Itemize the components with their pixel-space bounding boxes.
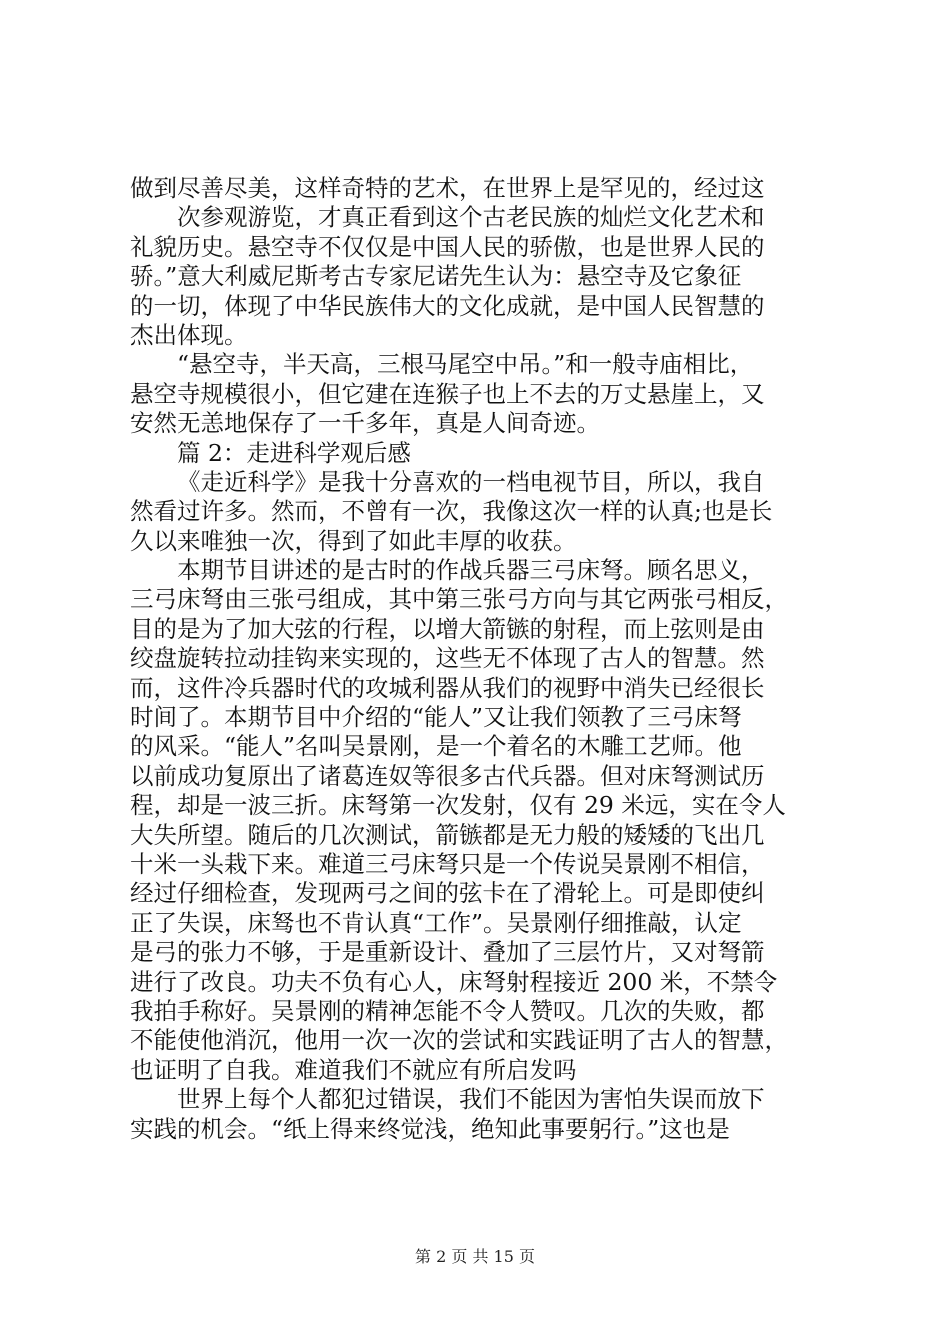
text-line: 我拍手称好。吴景刚的精神怎能不令人赞叹。几次的失败，都 [130,996,765,1025]
text-line: 悬空寺规模很小，但它建在连猴子也上不去的万丈悬崖上，又 [130,379,765,408]
text-line: 十米一头栽下来。难道三弓床弩只是一个传说吴景刚不相信， [130,849,765,878]
text-line: 程，却是一波三折。床弩第一次发射，仅有 29 米远，实在令人 [130,791,786,820]
text-line: 是弓的张力不够，于是重新设计、叠加了三层竹片，又对弩箭 [130,938,765,967]
text-line: 篇 2：走进科学观后感 [177,438,411,467]
text-line: 进行了改良。功夫不负有心人，床弩射程接近 200 米，不禁令 [130,967,778,996]
text-line: 世界上每个人都犯过错误，我们不能因为害怕失误而放下 [177,1085,765,1114]
text-line: 不能使他消沉，他用一次一次的尝试和实践证明了古人的智慧， [130,1026,788,1055]
text-line: 实践的机会。“纸上得来终觉浅，绝知此事要躬行。”这也是 [130,1114,730,1143]
text-line: 三弓床弩由三张弓组成，其中第三张弓方向与其它两张弓相反， [130,585,788,614]
text-line: 然看过许多。然而，不曾有一次，我像这次一样的认真;也是长 [130,497,773,526]
text-line: 时间了。本期节目中介绍的“能人”又让我们领教了三弓床弩 [130,703,742,732]
text-line: 大失所望。随后的几次测试，箭镞都是无力般的矮矮的飞出几 [130,820,765,849]
text-line: 绞盘旋转拉动挂钩来实现的，这些无不体现了古人的智慧。然 [130,644,765,673]
text-line: 经过仔细检查，发现两弓之间的弦卡在了滑轮上。可是即使纠 [130,879,765,908]
text-line: 《走近科学》是我十分喜欢的一档电视节目，所以，我自 [177,467,765,496]
text-line: 次参观游览，才真正看到这个古老民族的灿烂文化艺术和 [177,203,765,232]
text-line: 而，这件冷兵器时代的攻城利器从我们的视野中消失已经很长 [130,673,765,702]
text-line: 本期节目讲述的是古时的作战兵器三弓床弩。顾名思义， [177,556,765,585]
text-line: 安然无恙地保存了一千多年，真是人间奇迹。 [130,409,600,438]
text-line: 做到尽善尽美，这样奇特的艺术，在世界上是罕见的，经过这 [130,174,765,202]
text-line: 的一切，体现了中华民族伟大的文化成就，是中国人民智慧的 [130,291,765,320]
text-line: 目的是为了加大弦的行程，以增大箭镞的射程，而上弦则是由 [130,614,765,643]
text-line: “悬空寺，半天高，三根马尾空中吊。”和一般寺庙相比， [177,350,754,379]
text-line: 也证明了自我。难道我们不就应有所启发吗 [130,1055,577,1084]
text-line: 以前成功复原出了诸葛连奴等很多古代兵器。但对床弩测试历 [130,761,765,790]
text-line: 杰出体现。 [130,320,248,349]
text-line: 礼貌历史。悬空寺不仅仅是中国人民的骄傲，也是世界人民的 [130,232,765,261]
text-line: 正了失误，床驽也不肯认真“工作”。吴景刚仔细推敲，认定 [130,908,742,937]
text-line: 骄。”意大利威尼斯考古专家尼诺先生认为：悬空寺及它象征 [130,262,742,291]
page-footer: 第 2 页 共 15 页 [415,1247,535,1266]
text-line: 的风采。“能人”名叫吴景刚，是一个着名的木雕工艺师。他 [130,732,742,761]
body-text [130,174,840,1144]
text-line: 久以来唯独一次，得到了如此丰厚的收获。 [130,526,577,555]
